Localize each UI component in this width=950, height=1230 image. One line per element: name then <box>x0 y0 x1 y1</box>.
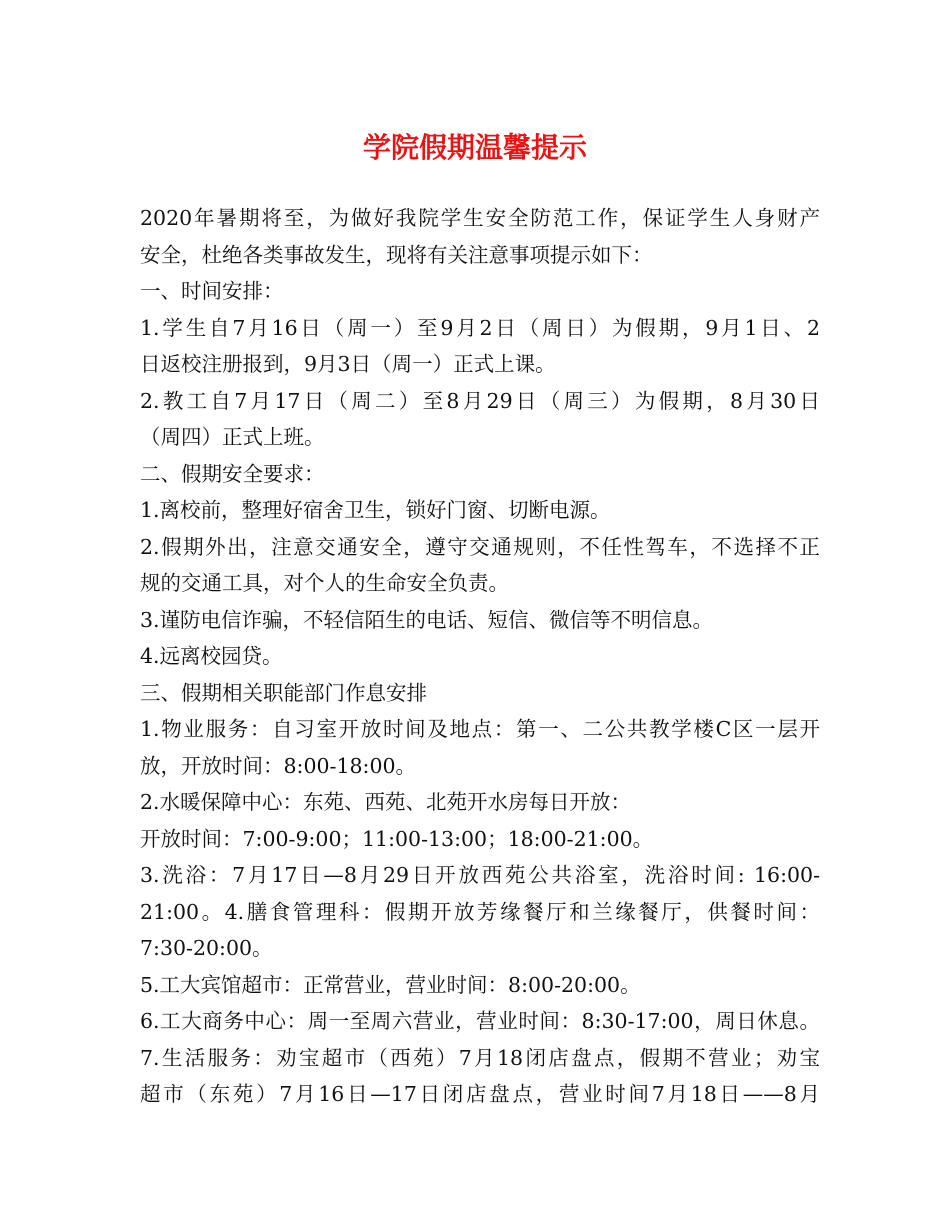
section-heading: 一、时间安排： <box>140 279 284 303</box>
body-line: 1.物业服务：自习室开放时间及地点：第一、二公共教学楼C区一层开 <box>140 717 820 741</box>
section-heading: 二、假期安全要求： <box>140 461 325 486</box>
body-line: 超市（东苑）7月16日—17日闭店盘点，营业时间7月18日——8月 <box>140 1082 820 1106</box>
body-line: 4.远离校园贷。 <box>140 644 283 668</box>
body-line: 2.水暖保障中心：东苑、西苑、北苑开水房每日开放： <box>140 790 632 814</box>
body-line: 2.教工自7月17日（周二）至8月29日（周三）为假期，8月30日 <box>140 388 820 413</box>
body-line: 规的交通工具，对个人的生命安全负责。 <box>140 571 509 595</box>
document-body <box>140 200 820 1113</box>
body-line: （周四）正式上班。 <box>140 425 325 449</box>
body-line: 日返校注册报到，9月3日（周一）正式上课。 <box>140 352 556 376</box>
section-heading: 三、假期相关职能部门作息安排 <box>140 680 427 705</box>
body-line: 1.离校前，整理好宿舍卫生，锁好门窗、切断电源。 <box>140 498 611 522</box>
body-line: 2.假期外出，注意交通安全，遵守交通规则，不任性驾车，不选择不正 <box>140 534 820 559</box>
body-line: 7:30-20:00。 <box>140 936 273 960</box>
body-line: 安全，杜绝各类事故发生，现将有关注意事项提示如下： <box>140 242 653 267</box>
body-line: 2020年暑期将至，为做好我院学生安全防范工作，保证学生人身财产 <box>140 206 820 230</box>
body-line: 3.洗浴：7月17日—8月29日开放西苑公共浴室，洗浴时间: 16:00- <box>140 863 820 887</box>
body-line: 21:00。4.膳食管理科：假期开放芳缘餐厅和兰缘餐厅，供餐时间： <box>140 899 820 924</box>
body-line: 6.工大商务中心：周一至周六营业，营业时间：8:30-17:00，周日休息。 <box>140 1009 820 1033</box>
body-line: 开放时间：7:00-9:00；11:00-13:00；18:00-21:00。 <box>140 826 654 851</box>
body-line: 7.生活服务：劝宝超市（西苑）7月18闭店盘点，假期不营业；劝宝 <box>140 1045 820 1070</box>
body-line: 1.学生自7月16日（周一）至9月2日（周日）为假期，9月1日、2 <box>140 315 820 340</box>
body-line: 3.谨防电信诈骗，不轻信陌生的电话、短信、微信等不明信息。 <box>140 607 714 632</box>
document-title: 学院假期温馨提示 <box>362 131 587 164</box>
body-line: 放，开放时间：8:00-18:00。 <box>140 753 417 778</box>
body-line: 5.工大宾馆超市：正常营业，营业时间：8:00-20:00。 <box>140 972 641 997</box>
